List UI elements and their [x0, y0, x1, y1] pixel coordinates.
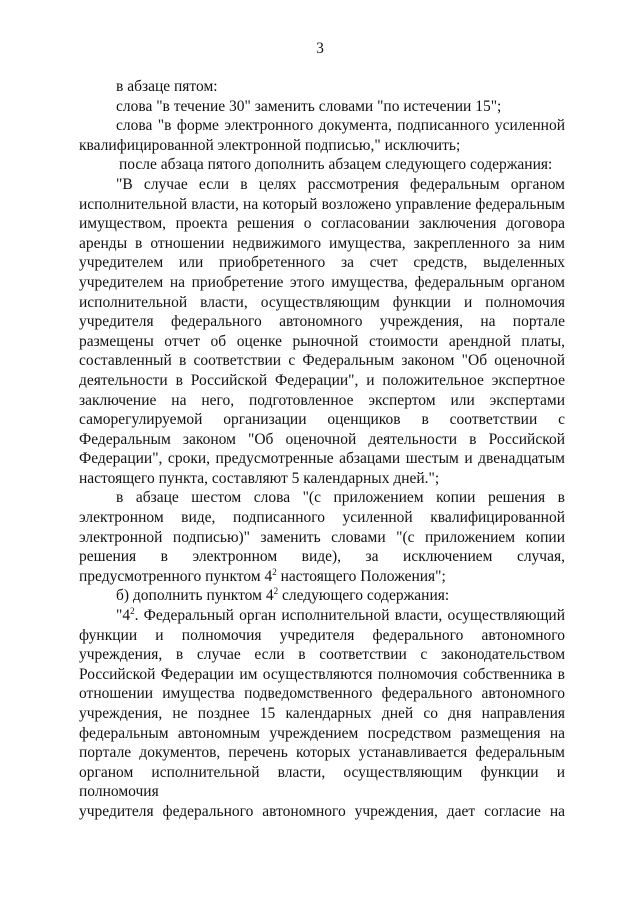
paragraph-8-text: "4	[116, 607, 131, 625]
paragraph-9: учредителя федерального автономного учреждения, дает согласие на	[79, 802, 565, 820]
paragraph-7-tail: следующего содержания:	[278, 587, 450, 605]
paragraph-8-tail: . Федеральный орган исполнительной власти, осуществляющий функции и полномочия учредителя федерального автономного учреждения, в случае если в соответствии с законодательством Российской Федерации им осуществляются полномочия собственника в отношении имущества подведомственного федерального автономного учреждения, не позднее 15 календарных дней со дня направления федеральным автономным учреждением посредством размещения на портале документов, перечень которых устанавливается федеральным органом исполнительной власти, осуществляющим функции и полномочия	[79, 607, 565, 801]
paragraph-6-superscript: 2	[272, 566, 277, 577]
paragraph-6-tail: настоящего Положения";	[276, 567, 446, 585]
paragraph-8	[79, 606, 565, 802]
paragraph-7-superscript: 2	[273, 586, 279, 597]
paragraph-6	[79, 488, 565, 586]
page-number: 3	[316, 40, 324, 57]
paragraph-4: после абзаца пятого дополнить абзацем следующего содержания:	[119, 156, 553, 174]
document-body	[79, 77, 565, 822]
paragraph-6-text: в абзаце шестом слова "(с приложением копии решения в электронном виде, подписанного усиленной квалифицированной электронной подписью)" заменить словами "(с приложением копии решения в электронном виде), за исключением случая, предусмотренного пунктом 4	[79, 489, 565, 585]
paragraph-2: слова "в течение 30" заменить словами "по истечении 15";	[116, 97, 502, 115]
paragraph-3: слова "в форме электронного документа, подписанного усиленной квалифицированной электронной подписью," исключить;	[79, 117, 565, 154]
paragraph-7	[79, 586, 565, 606]
paragraph-8-superscript: 2	[130, 606, 135, 617]
paragraph-1: в абзаце пятом:	[116, 78, 218, 95]
paragraph-5: "В случае если в целях рассмотрения федеральным органом исполнительной власти, на который возложено управление федеральным имуществом, проекта решения о согласовании заключения договора аренды в отношении недвижимого имущества, закрепленного за ним учредителем или приобретенного за счет средств, выделенных учредителем на приобретение этого имущества, федеральным органом исполнительной власти, осуществляющим функции и полномочия учредителя федерального автономного учреждения, на портале размещены отчет об оценке рыночной стоимости арендной платы, составленный в соответствии с Федеральным законом "Об оценочной деятельности в Российской Федерации", и положительное экспертное заключение на него, подготовленное экспертом или экспертами саморегулируемой организации оценщиков в соответствии с Федеральным законом "Об оценочной деятельности в Российской Федерации", сроки, предусмотренные абзацами шестым и двенадцатым настоящего пункта, составляют 5 календарных дней.";	[79, 175, 565, 487]
paragraph-7-text: б) дополнить пунктом 4	[116, 587, 274, 605]
